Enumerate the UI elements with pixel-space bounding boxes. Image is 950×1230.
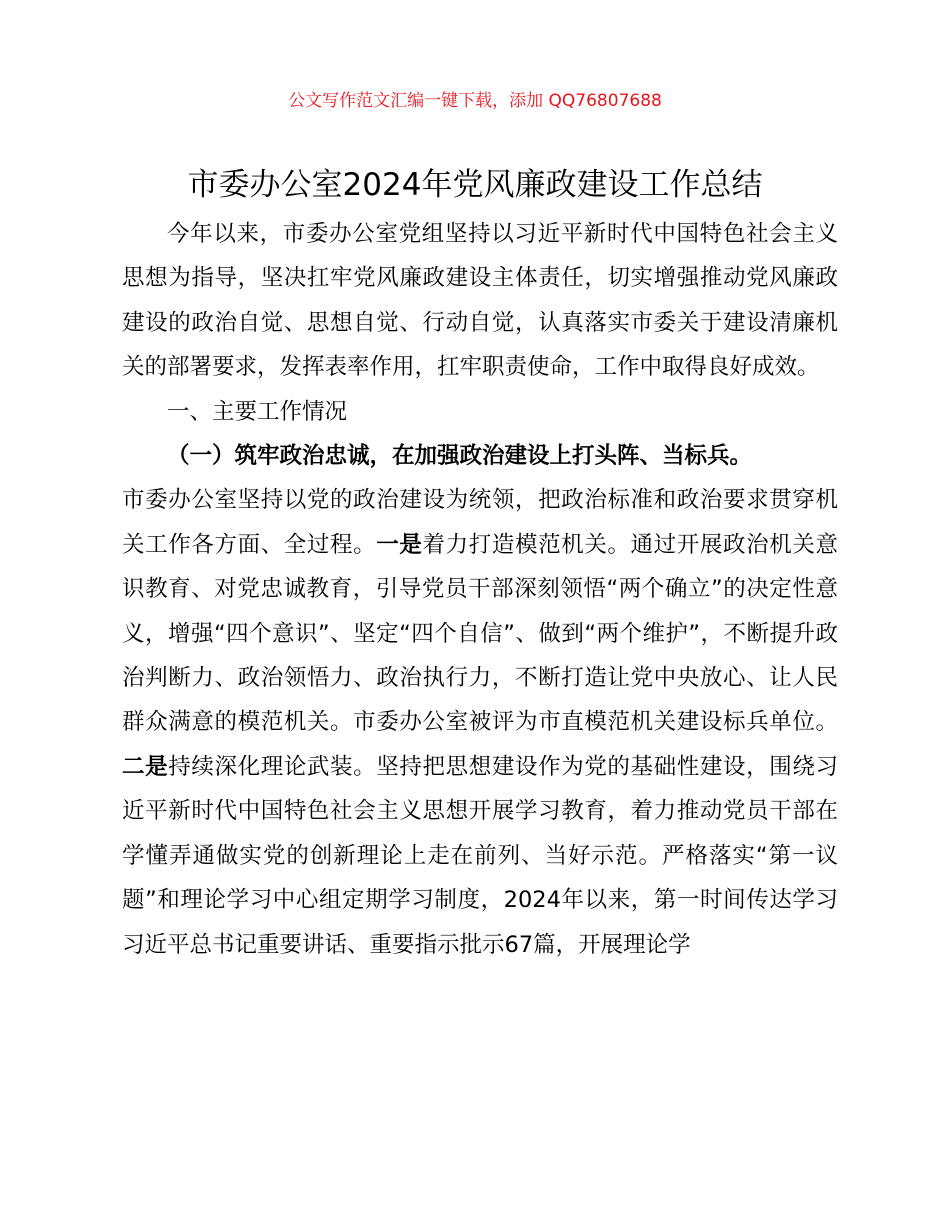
subsection-lead: 市委办公室坚持以党的政治建设为统领，把政治标准和政治要求贯穿机关工作各方面、全过程。	[122, 487, 838, 558]
point1-text: 着力打造模范机关。通过开展政治机关意识教育、对党忠诚教育，引导党员干部深刻领悟“两个确立”的决定性意义，增强“四个意识”、坚定“四个自信”、做到“两个维护”，不断提升政治判断力、政治领悟力、政治执行力，不断打造让党中央放心、让人民群众满意的模范机关。市委办公室被评为市直模范机关建设标兵单位。	[122, 531, 838, 736]
subsection-heading: （一）筑牢政治忠诚，在加强政治建设上打头阵、当标兵。	[167, 443, 753, 470]
section-heading: 一、主要工作情况	[167, 398, 348, 425]
point1-label: 一是	[376, 531, 423, 558]
point2-label: 二是	[122, 753, 169, 780]
subsection-paragraph	[122, 478, 838, 966]
document-body	[122, 212, 838, 967]
document-title: 市委办公室2024年党风廉政建设工作总结	[187, 167, 763, 203]
point2-text: 持续深化理论武装。坚持把思想建设作为党的基础性建设，围绕习近平新时代中国特色社会主义思想开展学习教育，着力推动党员干部在学懂弄通做实党的创新理论上走在前列、当好示范。严格落实“第一议题”和理论学习中心组定期学习制度，2024年以来，第一时间传达学习习近平总书记重要讲话、重要指示批示67篇，开展理论学	[122, 753, 838, 958]
intro-paragraph: 今年以来，市委办公室党组坚持以习近平新时代中国特色社会主义思想为指导，坚决扛牢党风廉政建设主体责任，切实增强推动党风廉政建设的政治自觉、思想自觉、行动自觉，认真落实市委关于建设清廉机关的部署要求，发挥表率作用，扛牢职责使命，工作中取得良好成效。	[122, 221, 838, 381]
promo-header: 公文写作范文汇编一键下载，添加 QQ76807688	[288, 91, 662, 111]
